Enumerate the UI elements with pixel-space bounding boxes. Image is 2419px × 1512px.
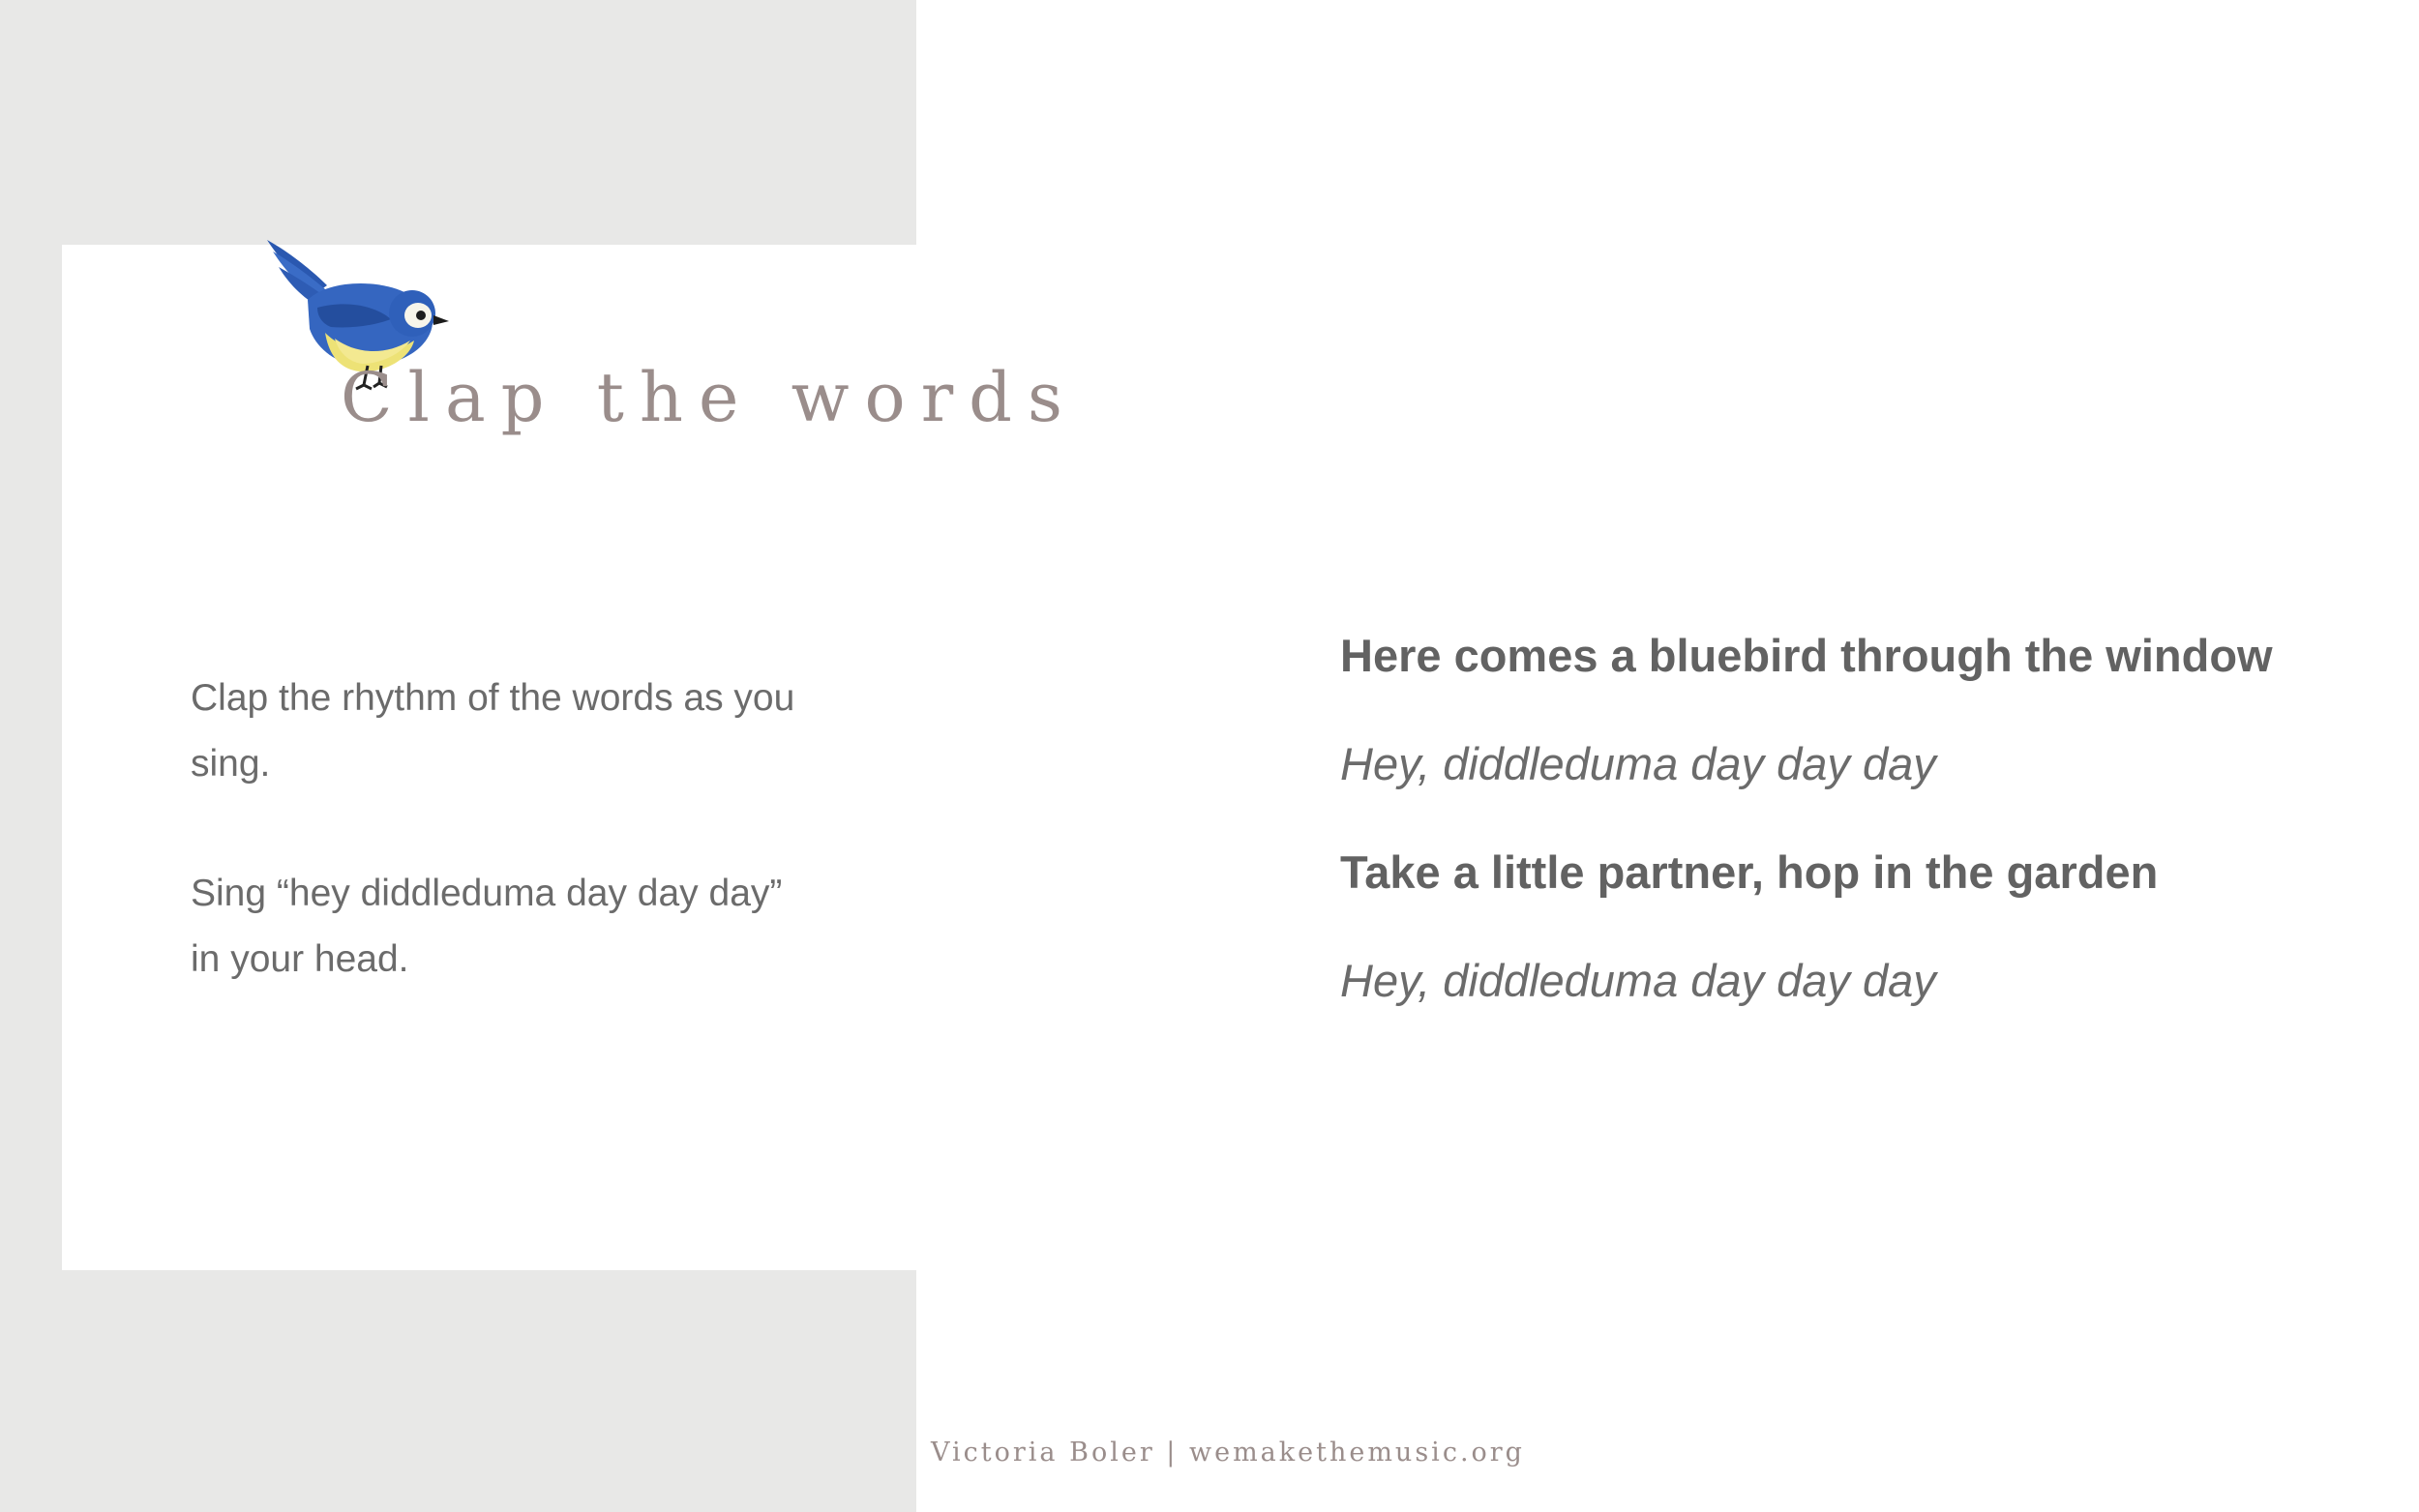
lyrics [1340,629,2385,1062]
page-title: Clap the words [341,358,1078,437]
instruction-text: Clap the rhythm of the words as you sing. [191,677,795,785]
lyric-line: Take a little partner, hop in the garden [1340,846,2159,898]
instruction-text: Sing “hey diddleduma day day day” in your head. [191,873,783,980]
lyric-line: Here comes a bluebird through the window [1340,630,2273,681]
instructions [191,666,810,1056]
lyric-line: Hey, diddleduma day day day [1340,738,1936,789]
lyric-line: Hey, diddleduma day day day [1340,955,1936,1006]
footer-credit: Victoria Boler | wemakethemusic.org [931,1438,1525,1468]
